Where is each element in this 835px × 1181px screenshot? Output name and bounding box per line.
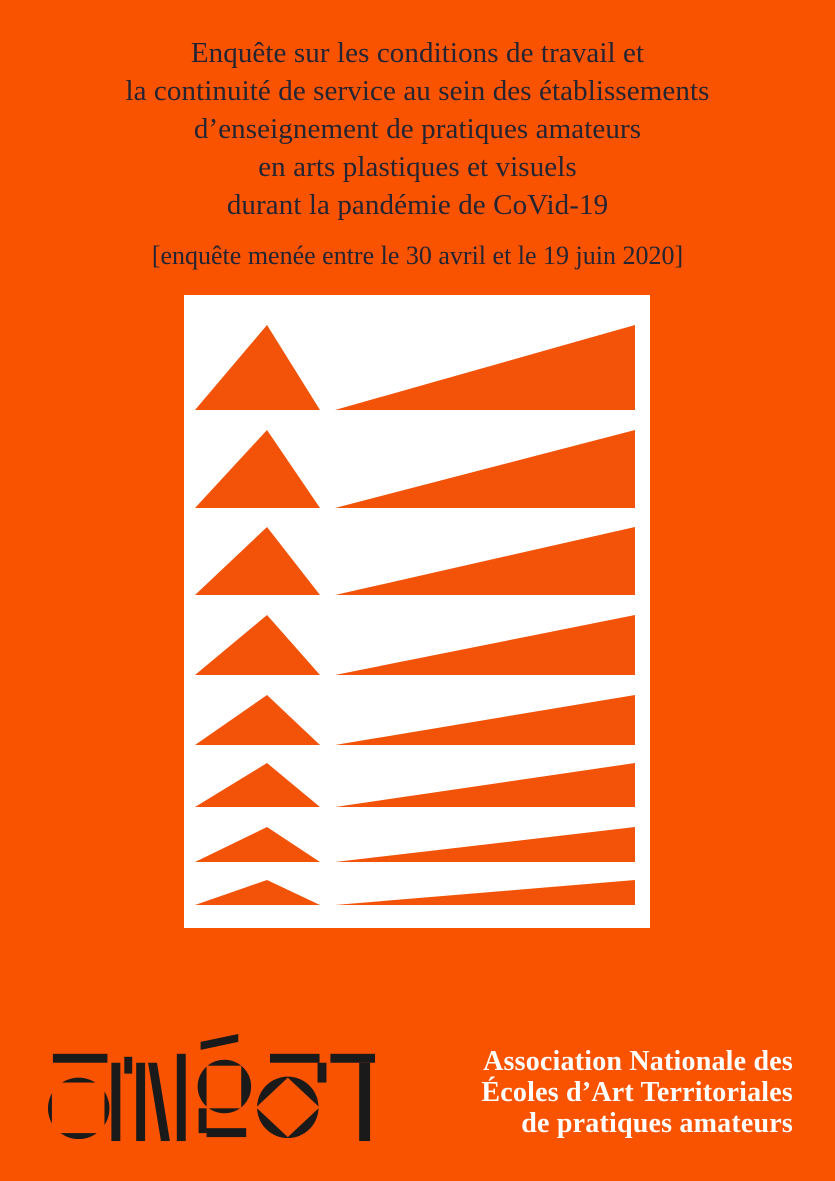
wedge-triangle-row-8	[335, 880, 635, 905]
org-line-1: Association Nationale des	[483, 1046, 793, 1077]
mountain-triangle-row-7	[195, 827, 320, 862]
title-line-2: la continuité de service au sein des établissements	[125, 75, 710, 107]
wedge-triangle-row-4	[335, 615, 635, 675]
mountain-triangle-row-2	[195, 430, 320, 508]
poster-title	[0, 34, 835, 224]
wedge-triangle-row-2	[335, 430, 635, 508]
mountain-triangle-row-1	[195, 325, 320, 410]
mountain-triangle-row-3	[195, 527, 320, 595]
mountain-triangle-row-8	[195, 880, 320, 905]
wedge-triangle-row-5	[335, 695, 635, 745]
wedge-triangle-row-3	[335, 527, 635, 595]
aneat-logo	[45, 1032, 378, 1146]
wedge-triangle-row-6	[335, 763, 635, 807]
org-line-3: de pratiques amateurs	[521, 1108, 793, 1139]
wedge-triangle-row-1	[335, 325, 635, 410]
logo-letter-a2	[256, 1054, 326, 1138]
mountain-triangle-row-5	[195, 695, 320, 745]
logo-letter-n	[136, 1054, 186, 1141]
mountain-triangle-row-4	[195, 615, 320, 675]
triangle-figure-panel	[184, 295, 650, 928]
title-line-4: en arts plastiques et visuels	[258, 151, 577, 183]
logo-letter-a1	[48, 1054, 120, 1141]
title-line-3: d’enseignement de pratiques amateurs	[193, 113, 642, 145]
logo-apostrophe	[124, 1057, 132, 1074]
logo-letter-t	[330, 1054, 375, 1141]
org-name	[481, 1046, 793, 1139]
triangle-figure-svg	[184, 295, 650, 928]
logo-letter-e-acute	[198, 1034, 252, 1137]
title-line-5: durant la pandémie de CoVid-19	[226, 189, 609, 221]
org-line-2: Écoles d’Art Territoriales	[481, 1077, 793, 1108]
mountain-triangle-row-6	[195, 763, 320, 807]
footer	[0, 1020, 835, 1181]
title-line-1: Enquête sur les conditions de travail et	[190, 37, 645, 69]
survey-period-note: [enquête menée entre le 30 avril et le 19 juin 2020]	[151, 241, 684, 270]
wedge-triangle-row-7	[335, 827, 635, 862]
